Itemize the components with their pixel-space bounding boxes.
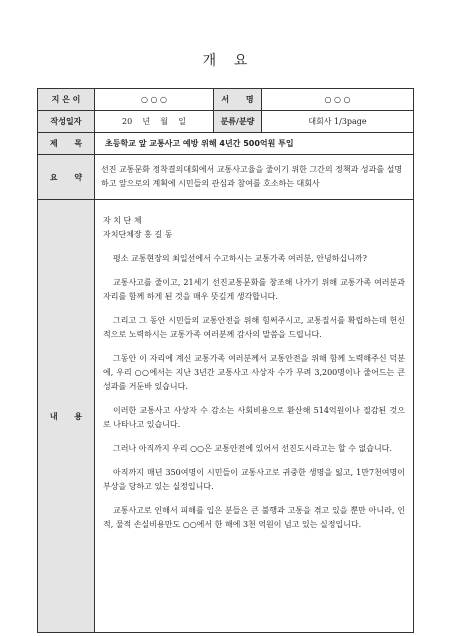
date-value: 20 년 월 일: [95, 111, 214, 133]
overview-form: [37, 88, 414, 633]
category-value: 대회사 1/3page: [262, 111, 414, 133]
row-summary: [38, 155, 414, 200]
presenter-value: ○ ○ ○: [95, 89, 214, 111]
content-paragraph: 그러나 아직까지 우리 ○○은 교통안전에 있어서 선진도시라고는 할 수 없습니다.: [113, 444, 392, 453]
presenter-label: 지 은 이: [38, 89, 95, 111]
row-date: [38, 111, 414, 133]
content-paragraph: 이러한 교통사고 사상자 수 감소는 사회비용으로 환산해 514억원이나 절감된 것으로 나타나고 있습니다.: [103, 406, 405, 429]
row-subject: [38, 133, 414, 155]
row-content: [38, 200, 414, 633]
content-paragraph: 그리고 그 동안 시민들의 교통안전을 위해 힘써주시고, 교통질서를 확립하는데 헌신적으로 노력하시는 교통가족 여러분께 감사의 말씀을 드립니다.: [103, 316, 405, 339]
date-label: 작성일자: [38, 111, 95, 133]
content-paragraph: 평소 교통현장의 최일선에서 수고하시는 교통가족 여러분, 안녕하십니까?: [113, 254, 367, 263]
content-paragraph: 그동안 이 자리에 계신 교통가족 여러분께서 교통안전을 위해 함께 노력해주신 덕분에, 우리 ○○에서는 지난 3년간 교통사고 사상자 수가 무려 3,200명이나 줄어드는 큰 성과를 거둔바 있습니다.: [103, 354, 405, 391]
signature-label: 서 명: [214, 89, 262, 111]
content-paragraph: 교통사고로 인해서 피해를 입은 분들은 큰 불행과 고통을 겪고 있을 뿐만 아니라, 인적, 물적 손실비용만도 ○○에서 한 해에 3천 억원이 넘고 있는 실정입니다.: [103, 506, 405, 529]
subject-label: 제 목: [38, 133, 95, 155]
signature-value: ○ ○ ○: [262, 89, 414, 111]
summary-label: 요 약: [38, 155, 95, 200]
content-line-speaker: 자치단체장 홍 길 동: [103, 230, 173, 239]
content-paragraph: 교통사고를 줄이고, 21세기 선진교통문화를 창조해 나가기 위해 교통가족 여러분과 자리를 함께 하게 된 것을 매우 뜻깊게 생각합니다.: [103, 278, 405, 301]
document-title: 개 요: [202, 53, 248, 69]
content-line-org: 자 치 단 체: [103, 216, 142, 225]
row-presenter: [38, 89, 414, 111]
summary-value: 선진 교통문화 정착결의대회에서 교통사고율을 줄이기 위한 그간의 정책과 성과를 설명하고 앞으로의 계획에 시민들의 관심과 참여를 호소하는 대회사: [95, 155, 414, 200]
content-label: 내 용: [38, 200, 95, 633]
content-paragraph: 아직까지 매년 350여명이 시민들이 교통사고로 귀중한 생명을 잃고, 1만7천여명이 부상을 당하고 있는 실정입니다.: [103, 468, 405, 491]
subject-value: 초등학교 앞 교통사고 예방 위해 4년간 500억원 투입: [95, 133, 414, 155]
category-label: 분류/분량: [214, 111, 262, 133]
content-body: [95, 200, 414, 633]
